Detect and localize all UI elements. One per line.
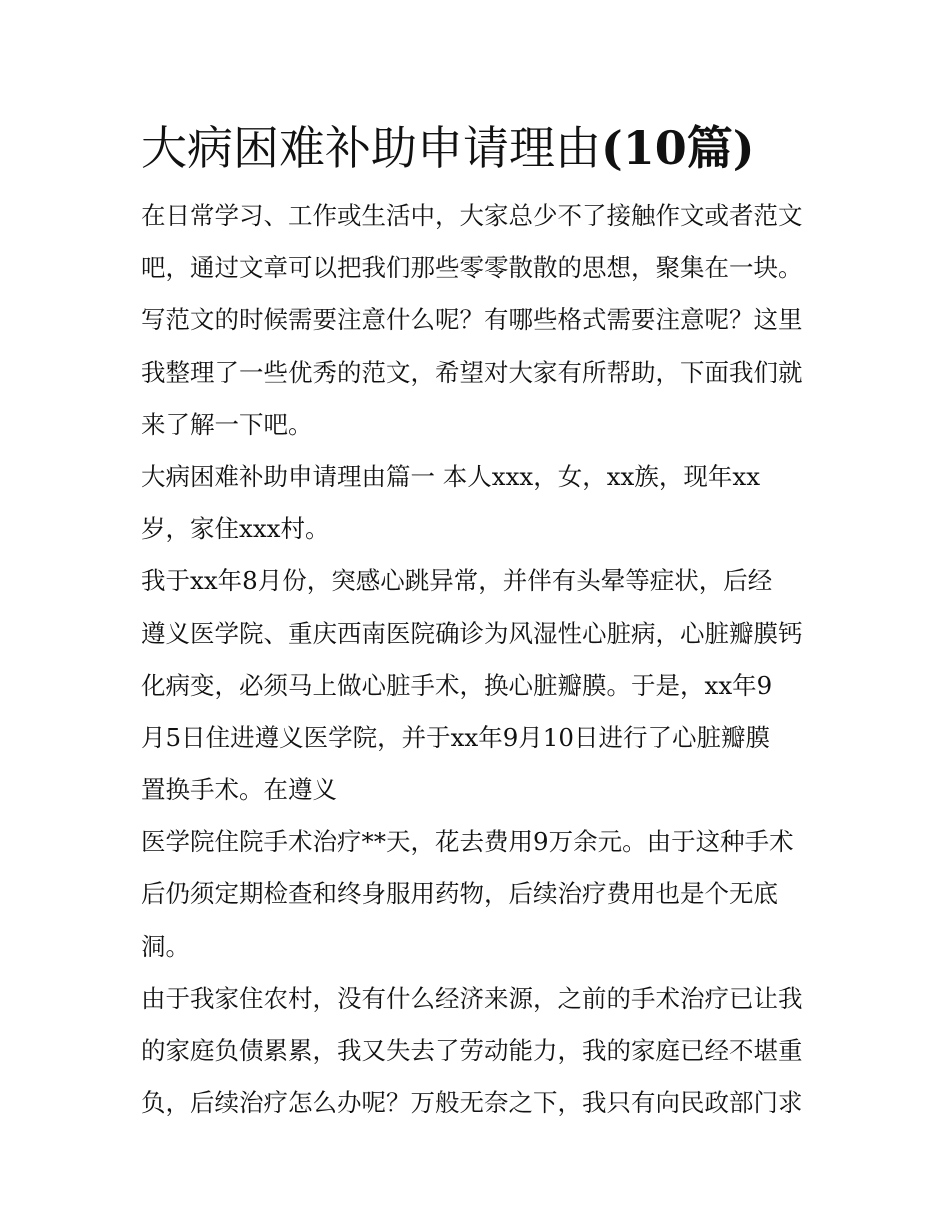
text-line: 后仍须定期检查和终身服用药物，后续治疗费用也是个无底 (141, 879, 778, 909)
text-line: 化病变，必须马上做心脏手术，换心脏瓣膜。于是，xx年9 (141, 670, 773, 700)
text-line: 医学院住院手术治疗**天，花去费用9万余元。由于这种手术 (141, 827, 794, 857)
text-line: 写范文的时候需要注意什么呢？有哪些格式需要注意呢？这里 (141, 305, 803, 335)
text-line: 遵义医学院、重庆西南医院确诊为风湿性心脏病，心脏瓣膜钙 (141, 618, 803, 648)
paragraph-section-one (141, 451, 821, 555)
page-title (141, 112, 821, 184)
text-line: 我整理了一些优秀的范文，希望对大家有所帮助，下面我们就 (141, 357, 803, 387)
text-line: 吧，通过文章可以把我们那些零零散散的思想，聚集在一块。 (141, 253, 803, 283)
text-line: 洞。 (141, 931, 190, 961)
text-line: 负，后续治疗怎么办呢？万般无奈之下，我只有向民政部门求 (141, 1088, 803, 1118)
paragraph-intro (141, 190, 821, 451)
text-line: 置换手术。在遵义 (141, 775, 337, 805)
paragraph-hardship (141, 973, 821, 1130)
text-line: 岁，家住xxx村。 (141, 514, 330, 544)
paragraph-treatment (141, 816, 821, 973)
text-line: 的家庭负债累累，我又失去了劳动能力，我的家庭已经不堪重 (141, 1036, 803, 1065)
title-main: 大病困难补助申请理由 (141, 121, 601, 175)
text-line: 由于我家住农村，没有什么经济来源，之前的手术治疗已让我 (141, 983, 803, 1013)
text-line: 大病困难补助申请理由篇一 本人xxx，女，xx族，现年xx (141, 461, 761, 491)
text-line: 在日常学习、工作或生活中，大家总少不了接触作文或者范文 (141, 201, 803, 230)
text-line: 月5日住进遵义医学院，并于xx年9月10日进行了心脏瓣膜 (141, 722, 770, 752)
paragraph-illness (141, 555, 821, 816)
text-line: 来了解一下吧。 (141, 409, 313, 439)
text-line: 我于xx年8月份，突感心跳异常，并伴有头晕等症状，后经 (141, 566, 773, 596)
title-suffix: (10篇) (601, 121, 755, 175)
document-page (141, 112, 821, 1129)
